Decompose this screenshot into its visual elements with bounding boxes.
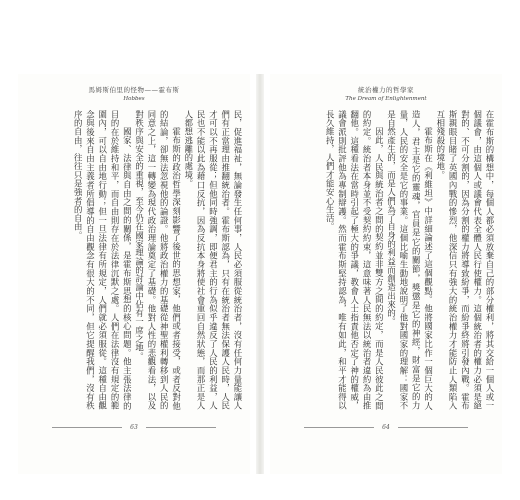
left-page [18, 74, 250, 474]
running-header-left [18, 86, 250, 103]
folio-rule [304, 427, 374, 428]
running-header-en: Hobbes [123, 96, 145, 102]
running-header-right [270, 86, 502, 103]
paragraph: 霍布斯的政治哲學深刻影響了後世的思想家，他們或者接受，或者反對他的結論，卻無法忽視他的論證。他將政治權力的基礎從神聖權利轉移到人民的同意之上，這一轉變為現代政治理論奠定了基礎。他對人性的悲觀看法，以及對秩序與安全的重視，至今仍在國家理論的討論中佔有一席之地。 [134, 110, 182, 410]
page-body-text [24, 110, 244, 410]
page-number: 64 [382, 423, 390, 431]
folio-right [270, 422, 502, 432]
book-gutter [256, 74, 264, 474]
folio-rule [146, 427, 216, 428]
page-body-text [276, 110, 496, 410]
running-header-cn: 統治權力的哲學家 [358, 86, 414, 94]
folio-left [18, 422, 250, 432]
paragraph: 國家、法律與自由之間的關係，是霍布斯思想的核心問題。他主張法律的目的在於維持和平，而自由則存在於法律沉默之處。人們在法律沒有規定的範圍內，可以自由地行動；但一旦法律有所規定，人們就必須服從。這種自由觀念與後來自由主義者所倡導的自由觀念有很大的不同，但它提醒我們，沒有秩序的自由，往往只是強者的自由。 [73, 110, 133, 410]
paragraph: 民，促進福祉，無論發生任何事，人民必須服從統治者，沒有任何力量能讓人們有正當理由推翻統治者。霍布斯認為，只有在統治者無法保護人民時，人民才可以不再服從；但他同時強調，即便君主的行為似乎違反了人民的利益，人民也不能以此為藉口反抗，因為反抗本身將使社會重回自然狀態，而那正是人人都想逃離的處境。 [183, 110, 243, 410]
page-number: 63 [130, 423, 138, 431]
folio-rule [398, 427, 468, 428]
paragraph: 在霍布斯的構想中，每個人都必須放棄自己的部分權利，將其交給一個人或一個議會，由這個人或議會代表全體人民行使權力。這個統治者的權力必須是絕對的、不可分割的，因為分割的權力將導致紛爭，而紛爭終將引發內戰。霍布斯親眼目睹了英國內戰的慘烈，他深信只有強大的統治權力才能防止人類陷入互相殘殺的境地。 [435, 110, 495, 410]
running-header-cn: 馬姆斯伯里的怪物——霍布斯 [88, 86, 180, 94]
paragraph: 因此，人民與統治者之間的契約並非雙方之間的約定，而是人民彼此之間的約定。統治者本身並不受契約約束，這意味著人民無法以統治者違約為由推翻他。這種看法在當時引起了極大的爭議，教會人士指責他否定了神的權威，議會派則批評他為專制辯護。然而霍布斯堅持認為，唯有如此，和平才能得以長久維持，人們才能安心生活。 [325, 110, 385, 410]
folio-rule [52, 427, 122, 428]
paragraph: 霍布斯在《利維坦》中詳細論述了這個觀點。他將國家比作一個巨大的人造人，君主是它的靈魂，官員是它的關節，獎懲是它的神經，財富是它的力量，人民的安全是它的事業。這個比喻生動地說明了他對國家的理解：國家不是自然產生的，而是人們為了自身的利益而創造出來的。 [386, 110, 434, 410]
running-header-en: The Dream of Enlightenment [345, 96, 427, 102]
right-page [270, 74, 502, 474]
